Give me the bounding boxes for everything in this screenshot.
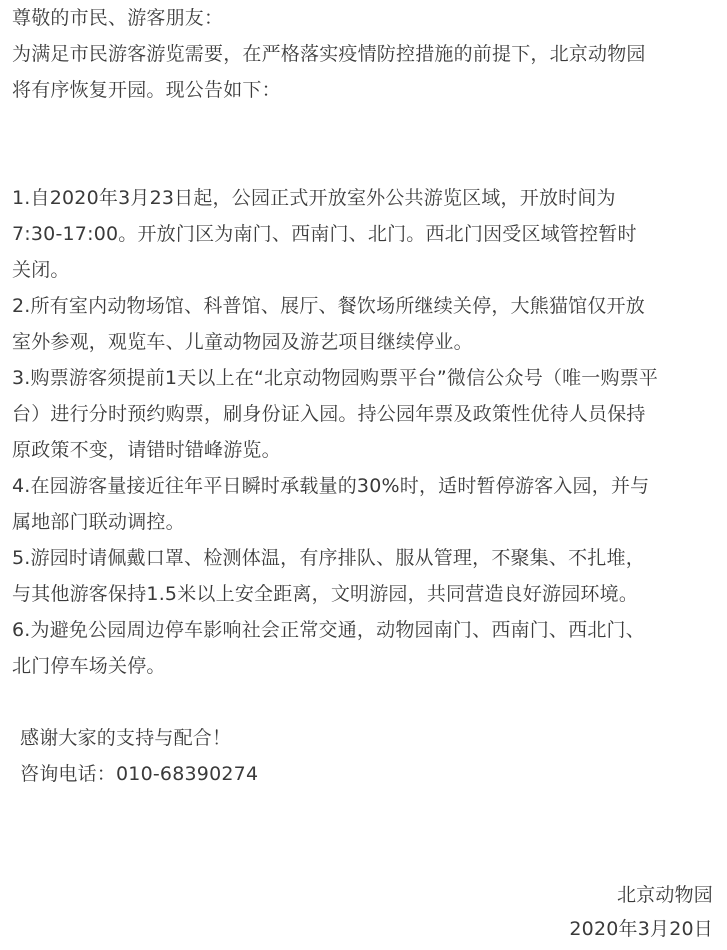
item-1-line: 关闭。 — [12, 259, 70, 281]
intro-line: 为满足市民游客游览需要，在严格落实疫情防控措施的前提下，北京动物园 — [12, 43, 646, 65]
item-4-line: 4.在园游客量接近往年平日瞬时承载量的30%时，适时暂停游客入园，并与 — [12, 475, 650, 497]
spacer — [12, 108, 724, 144]
item-3-line: 原政策不变，请错时错峰游览。 — [12, 439, 281, 461]
contact-phone: 咨询电话：010-68390274 — [20, 763, 259, 785]
signature-block — [569, 878, 713, 946]
greeting: 尊敬的市民、游客朋友： — [12, 7, 224, 29]
spacer — [12, 144, 724, 180]
item-5-line: 与其他游客保持1.5米以上安全距离，文明游园，共同营造良好游园环境。 — [12, 583, 639, 605]
signature-date: 2020年3月20日 — [569, 918, 713, 940]
item-2-line: 2.所有室内动物场馆、科普馆、展厅、餐饮场所继续关停，大熊猫馆仅开放 — [12, 295, 645, 317]
spacer — [12, 684, 724, 720]
item-4-line: 属地部门联动调控。 — [12, 511, 185, 533]
item-3-line: 台）进行分时预约购票，刷身份证入园。持公园年票及政策性优待人员保持 — [12, 403, 646, 425]
thanks-text: 感谢大家的支持与配合！ — [20, 727, 232, 749]
item-5-line: 5.游园时请佩戴口罩、检测体温，有序排队、服从管理，不聚集、不扎堆， — [12, 547, 645, 569]
item-1-line: 7:30-17:00。开放门区为南门、西南门、北门。西北门因受区域管控暂时 — [12, 223, 637, 245]
item-3-line: 3.购票游客须提前1天以上在“北京动物园购票平台”微信公众号（唯一购票平 — [12, 367, 659, 389]
item-1-line: 1.自2020年3月23日起，公园正式开放室外公共游览区域，开放时间为 — [12, 187, 616, 209]
item-2-line: 室外参观，观览车、儿童动物园及游艺项目继续停业。 — [12, 331, 473, 353]
item-6-line: 北门停车场关停。 — [12, 655, 166, 677]
intro-line: 将有序恢复开园。现公告如下： — [12, 79, 281, 101]
item-6-line: 6.为避免公园周边停车影响社会正常交通，动物园南门、西南门、西北门、 — [12, 619, 645, 641]
notice-body — [12, 0, 724, 792]
signature-org: 北京动物园 — [616, 884, 713, 906]
